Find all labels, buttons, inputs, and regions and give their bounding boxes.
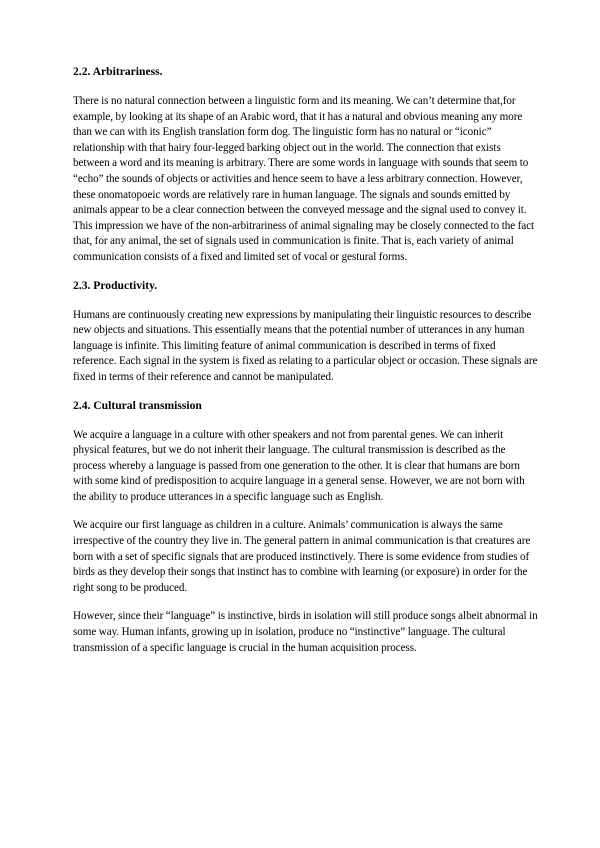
section-heading-cultural-transmission: 2.4. Cultural transmission [73, 398, 202, 412]
paragraph-cultural-transmission-3: However, since their “language” is instinctive, birds in isolation will still produce songs albeit abnormal in some way. Human infants, growing up in isolation, produce no “instinctive” language. The cultural transmission of a specific language is crucial in the human acquisition process. [73, 610, 538, 654]
section-heading-productivity: 2.3. Productivity. [73, 278, 158, 292]
document-page [73, 64, 539, 656]
paragraph-cultural-transmission-2: We acquire our first language as children in a culture. Animals’ communication is always the same irrespective of the country they live in. The general pattern in animal communication is that creatures are born with a set of specific signals that are produced instinctively. There is some evidence from studies of birds as they develop their songs that instinct has to combine with learning (or exposure) in order for the right song to be produced. [73, 519, 531, 594]
paragraph-arbitrariness: There is no natural connection between a linguistic form and its meaning. We can’t determine that,for example, by looking at its shape of an Arabic word, that it has a natural and obvious meaning any more than we can with its English translation form dog. The linguistic form has no natural or “iconic” relationship with that hairy four-legged barking object out in the world. The connection that exists between a word and its meaning is arbitrary. There are some words in language with sounds that seem to “echo” the sounds of objects or activities and hence seem to have a less arbitrary connection. However, these onomatopoeic words are relatively rare in human language. The signals and sounds emitted by animals appear to be a clear connection between the conveyed message and the signal used to convey it. This impression we have of the non-arbitrariness of animal signaling may be closely connected to the fact that, for any animal, the set of signals used in communication is finite. That is, each variety of animal communication consists of a fixed and limited set of vocal or gestural forms. [73, 95, 535, 263]
section-heading-arbitrariness: 2.2. Arbitrariness. [73, 65, 163, 78]
paragraph-cultural-transmission-1: We acquire a language in a culture with other speakers and not from parental genes. We can inherit physical features, but we do not inherit their language. The cultural transmission is described as the process whereby a language is passed from one generation to the other. It is clear that humans are born with some kind of predisposition to acquire language in a general sense. However, we are not born with the ability to produce utterances in a specific language such as English. [73, 428, 525, 503]
paragraph-productivity: Humans are continuously creating new expressions by manipulating their linguistic resources to describe new objects and situations. This essentially means that the potential number of utterances in any human language is infinite. This limiting feature of animal communication is described in terms of fixed reference. Each signal in the system is fixed as relating to a particular object or occasion. These signals are fixed in terms of their reference and cannot be manipulated. [73, 308, 538, 383]
